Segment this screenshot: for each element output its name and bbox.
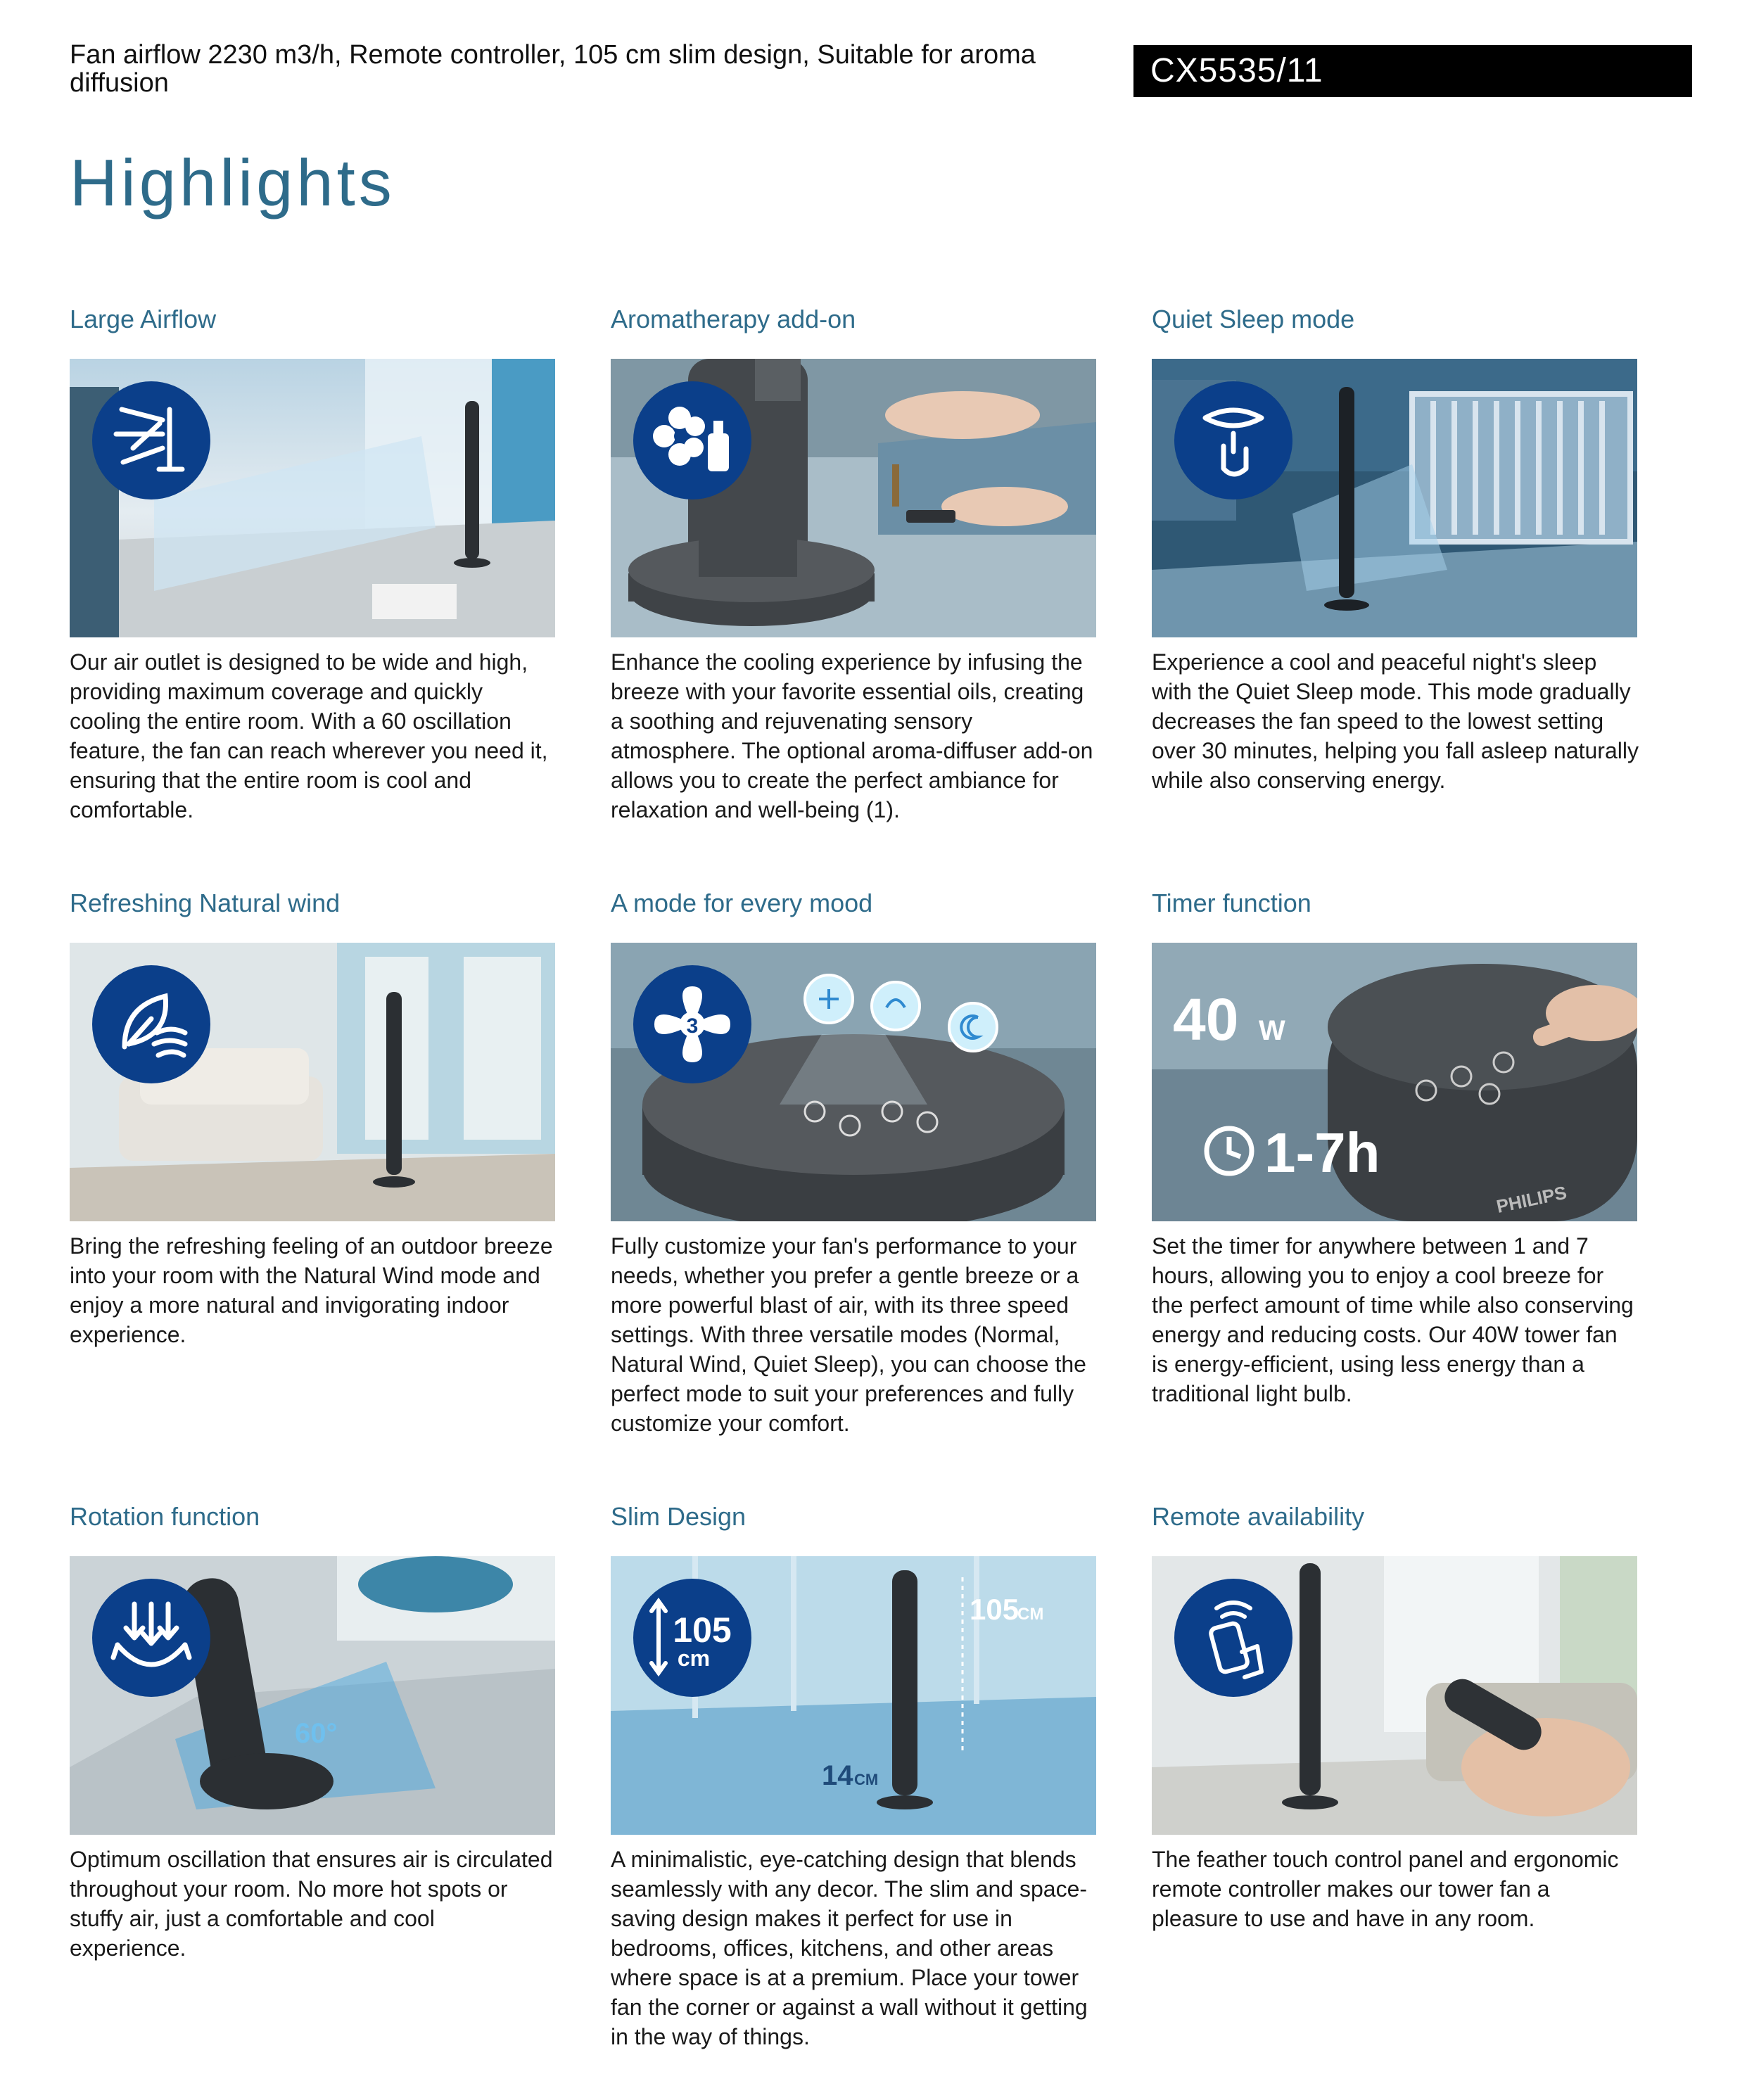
feature-description: Experience a cool and peaceful night's sleep with the Quiet Sleep mode. This mode gradually decreases the fan speed to the lowest setting over 30 minutes, helping you fall asleep naturally while also conserving energy. bbox=[1152, 649, 1639, 793]
feature-image-timer-panel bbox=[1152, 943, 1637, 1221]
rotation-icon bbox=[92, 1579, 210, 1697]
feature-title: Slim Design bbox=[611, 1502, 747, 1531]
model-number-bar: CX5535/11 bbox=[1133, 45, 1692, 97]
natural-wind-icon bbox=[92, 965, 210, 1083]
feature-description: The feather touch control panel and ergonomic remote controller makes our tower fan a pleasure to use and have in any room. bbox=[1152, 1847, 1619, 1931]
feature-title: Timer function bbox=[1152, 889, 1311, 917]
airflow-icon bbox=[92, 381, 210, 499]
width-unit-label: CM bbox=[854, 1771, 879, 1788]
aroma-icon bbox=[633, 381, 751, 499]
quiet-sleep-icon bbox=[1174, 381, 1292, 499]
remote-icon bbox=[1174, 1579, 1292, 1697]
feature-image-living-room-fan bbox=[70, 359, 555, 637]
feature-description: Fully customize your fan's performance to your needs, whether you prefer a gentle breeze or a more powerful blast of air, with its three speed settings. With three versatile modes (Normal, Natural Wind, Quiet Sleep), you can choose the perfect mode to suit your preferences and fully customize your comfort. bbox=[611, 1233, 1086, 1436]
height-icon-value: 105 bbox=[673, 1610, 732, 1650]
feature-title: A mode for every mood bbox=[611, 889, 873, 917]
feature-title: Quiet Sleep mode bbox=[1152, 305, 1355, 333]
timer-range-label: 1-7h bbox=[1264, 1121, 1380, 1184]
feature-image-aroma-diffuser bbox=[611, 359, 1096, 637]
height-unit-label: CM bbox=[1017, 1605, 1044, 1624]
product-subtitle: Fan airflow 2230 m3/h, Remote controller, 105 cm slim design, Suitable for aroma diffusion bbox=[70, 40, 1036, 98]
feature-title: Large Airflow bbox=[70, 305, 217, 333]
feature-image-sofa-room bbox=[70, 943, 555, 1221]
power-value-label: 40 bbox=[1173, 986, 1239, 1052]
feature-description: Bring the refreshing feeling of an outdoor breeze into your room with the Natural Wind mode and enjoy a more natural and invigorating indoor experience. bbox=[70, 1233, 553, 1347]
feature-description: Optimum oscillation that ensures air is circulated throughout your room. No more hot spots or stuffy air, just a comfortable and cool experience. bbox=[70, 1847, 553, 1961]
feature-image-remote bbox=[1152, 1556, 1637, 1835]
feature-description: Our air outlet is designed to be wide and high, providing maximum coverage and quickly cooling the entire room. With a 60 oscillation feature, the fan can reach wherever you need it, ensuring that the entire room is cool and comfortable. bbox=[70, 649, 548, 822]
feature-title: Rotation function bbox=[70, 1502, 260, 1531]
feature-title: Aromatherapy add-on bbox=[611, 305, 856, 333]
brand-logo-text: PHILIPS bbox=[1494, 1181, 1569, 1218]
feature-description: Set the timer for anywhere between 1 and 7 hours, allowing you to enjoy a cool breeze for the perfect amount of time while also conserving energy and reducing costs. Our 40W tower fan is energy-efficient, using less energy than a traditional light bulb. bbox=[1152, 1233, 1634, 1406]
feature-description: Enhance the cooling experience by infusing the breeze with your favorite essential oils, creating a soothing and rejuvenating sensory atmosphere. The optional aroma-diffuser add-on allows you to create the perfect ambiance for relaxation and well-being (1). bbox=[611, 649, 1093, 822]
feature-image-slim-fan bbox=[611, 1556, 1096, 1835]
mode-count-label: 3 bbox=[686, 1014, 699, 1038]
feature-image-control-panel bbox=[611, 943, 1096, 1221]
feature-image-bedroom bbox=[1152, 359, 1637, 637]
oscillation-angle-label: 60° bbox=[295, 1718, 338, 1749]
feature-title: Refreshing Natural wind bbox=[70, 889, 341, 917]
height-icon bbox=[633, 1579, 751, 1697]
feature-description: A minimalistic, eye-catching design that blends seamlessly with any decor. The slim and space-saving design makes it perfect for use in bedrooms, offices, kitchens, and other areas where space is at a premium. Place your tower fan the corner or against a wall without it getting in the way of things. bbox=[611, 1847, 1088, 2049]
three-modes-icon bbox=[633, 965, 751, 1083]
power-unit-label: W bbox=[1259, 1015, 1285, 1046]
width-value-label: 14 bbox=[822, 1760, 853, 1791]
feature-title: Remote availability bbox=[1152, 1502, 1365, 1531]
height-value-label: 105 bbox=[970, 1593, 1019, 1626]
height-icon-unit: cm bbox=[677, 1646, 711, 1671]
feature-image-rotation bbox=[70, 1556, 555, 1835]
page-heading: Highlights bbox=[70, 146, 395, 219]
